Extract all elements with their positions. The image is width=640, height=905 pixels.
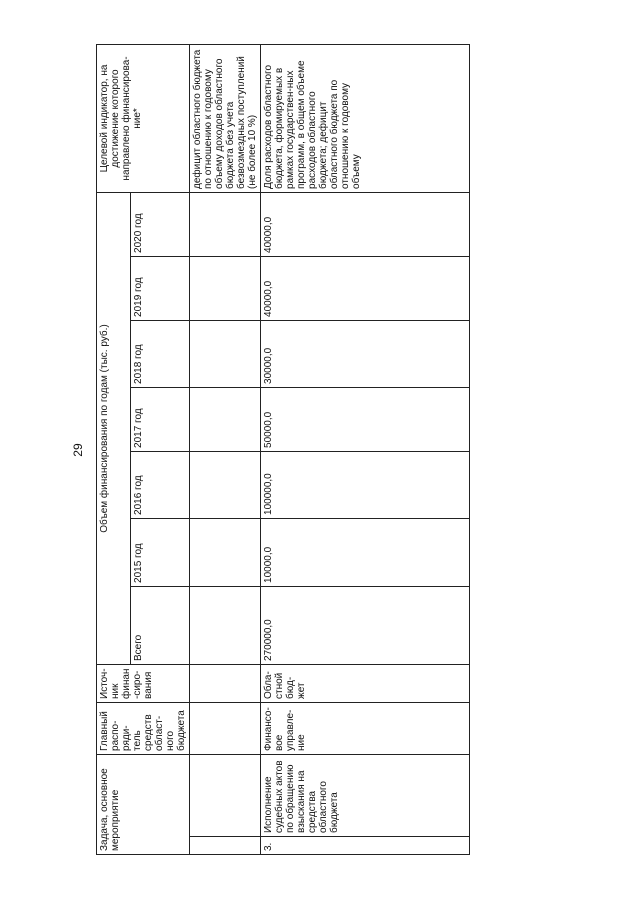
row-manager: [190, 702, 261, 754]
header-year: 2019 год: [130, 256, 189, 320]
row-total: 270000,0: [261, 586, 470, 664]
row-year-value: [190, 320, 261, 387]
table-row: [261, 44, 470, 854]
row-year-value: [190, 256, 261, 320]
funding-table: [96, 44, 470, 855]
row-year-value: 50000,0: [261, 387, 470, 451]
rotated-table-wrapper: [96, 45, 596, 855]
row-year-value: 40000,0: [261, 192, 470, 256]
row-source: [190, 664, 261, 702]
header-source: Источ-ник финан-сиро-вания: [97, 664, 190, 702]
row-year-value: [190, 192, 261, 256]
page-number: 29: [71, 443, 85, 457]
header-year: 2020 год: [130, 192, 189, 256]
row-source: Обла-стной бюд-жет: [261, 664, 470, 702]
header-year: 2015 год: [130, 518, 189, 586]
row-year-value: 30000,0: [261, 320, 470, 387]
header-task: Задача, основное мероприятие: [97, 754, 190, 854]
row-year-value: 100000,0: [261, 451, 470, 518]
row-year-value: 10000,0: [261, 518, 470, 586]
row-year-value: [190, 387, 261, 451]
header-total: Всего: [130, 586, 189, 664]
row-year-value: 40000,0: [261, 256, 470, 320]
row-indicator: дефицит областного бюджета по отношению к годовому объему доходов областного бюджета без учета безвозмездных поступлений (не более 10 %): [190, 44, 261, 192]
header-funding-group: Объем финансирования по годам (тыс. руб.): [97, 192, 131, 664]
header-year: 2018 год: [130, 320, 189, 387]
header-year: 2016 год: [130, 451, 189, 518]
row-number: [190, 837, 261, 855]
row-year-value: [190, 518, 261, 586]
row-manager: Финансо-вое управле-ние: [261, 702, 470, 754]
header-row-1: [97, 44, 131, 854]
row-task: Исполнение судебных актов по обращению взыскания на средства областного бюджета: [261, 754, 470, 836]
row-year-value: [190, 451, 261, 518]
header-manager: Главный распо-ряди-тель средств област-ного бюджета: [97, 702, 190, 754]
row-total: [190, 586, 261, 664]
header-year: 2017 год: [130, 387, 189, 451]
row-number: 3.: [261, 837, 470, 855]
row-task: [190, 754, 261, 836]
header-indicator: Целевой индикатор, на достижение которого направлено финансирова-ние*: [97, 44, 190, 192]
row-indicator: Доля расходов областного бюджета, формируемых в рамках государствен-ных программ, в общем объеме расходов областного бюджета; дефицит областного бюджета по отношению к годовому объему: [261, 44, 470, 192]
table-row: [190, 44, 261, 854]
